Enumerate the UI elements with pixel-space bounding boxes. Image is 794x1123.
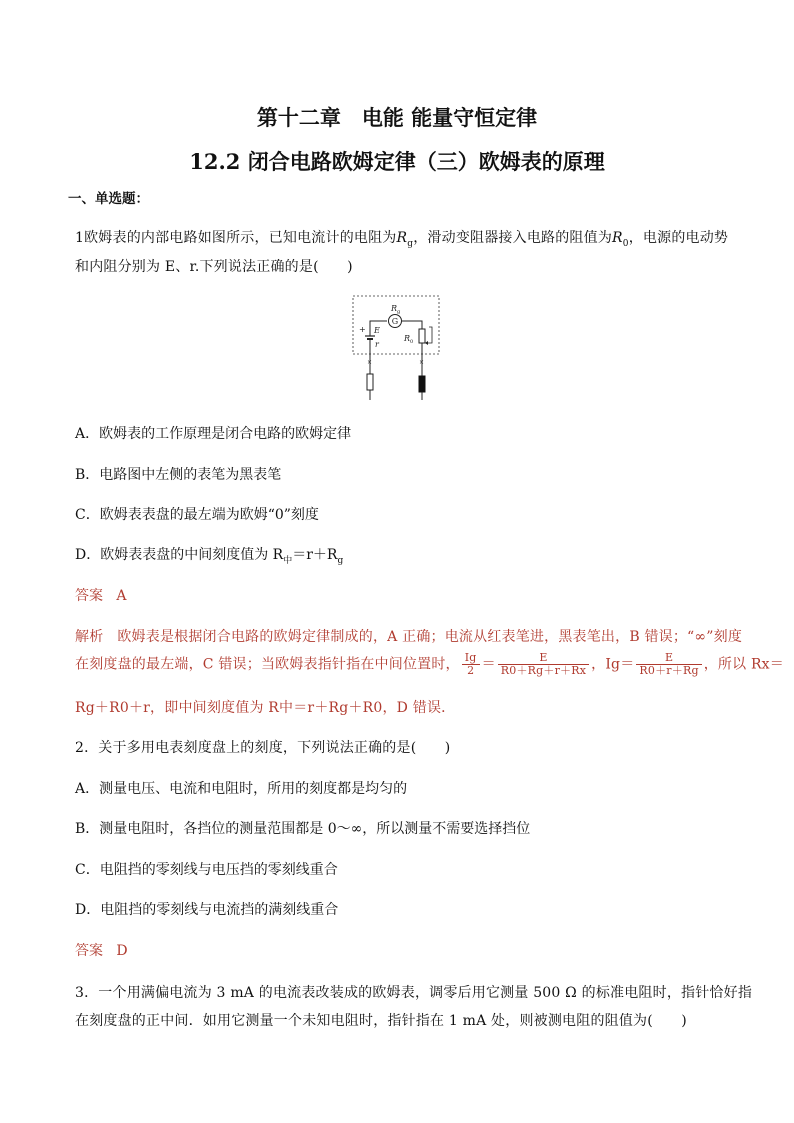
q1-stem-line2: 和内阻分别为 E、r.下列说法正确的是( ) — [75, 259, 353, 275]
lesson-title: 12.2 闭合电路欧姆定律（三）欧姆表的原理 — [189, 149, 605, 174]
fraction-e-over-total: $\frac{E}{R0+Rg+r+Rx}$ — [498, 652, 589, 677]
fig-rg-sub: g — [397, 309, 401, 315]
q2-answer — [75, 940, 128, 960]
q3-stem-line2: 在刻度盘的正中间．如用它测量一个未知电阻时，指针指在 1 mA 处，则被测电阻的阻值为( ) — [75, 1013, 687, 1029]
q1-stem-line1 — [75, 227, 728, 249]
q2-answer-value: D — [116, 943, 128, 959]
q1-explain-line2: 在刻度盘的最左端，C 错误；当欧姆表指针指在中间位置时， $\frac{Ig}{2}$ ＝ $\frac{E}{R0+Rg+r+Rx}$ ，Ig＝ $\frac{E}{R0+r+Rg}$ ，所以 Rx＝ — [75, 651, 784, 677]
q1-stem-part-c: ，电源的电动势 — [628, 230, 729, 246]
fig-r0-label: R — [404, 334, 411, 343]
q1-explain-mid: ，Ig＝ — [591, 656, 635, 673]
q1-answer-label: 答案 — [75, 588, 103, 604]
q2-option-c: C．电阻挡的零刻线与电压挡的零刻线重合 — [75, 862, 338, 878]
fraction-ig-half: $\frac{Ig}{2}$ — [462, 652, 480, 677]
rheostat-icon — [419, 329, 425, 343]
q2-answer-label: 答案 — [75, 943, 103, 959]
red-probe-icon — [367, 374, 373, 390]
right-terminal-icon: × — [419, 359, 425, 366]
q1-stem-part-a: 1欧姆表的内部电路如图所示，已知电流计的电阻为 — [75, 230, 397, 246]
q1-explain-text2: 在刻度盘的最左端，C 错误；当欧姆表指针指在中间位置时， — [75, 656, 460, 673]
q1-option-d-pre: D．欧姆表表盘的中间刻度值为 R — [75, 547, 284, 563]
left-terminal-icon: × — [367, 359, 373, 366]
q1-option-d-post: ＝r＋R — [292, 547, 338, 563]
q1-stem-part-b: ，滑动变阻器接入电路的阻值为 — [413, 230, 613, 246]
fig-r-label: r — [375, 340, 379, 349]
q1-r0-sub: 0 — [622, 238, 629, 249]
q2-stem: 2．关于多用电表刻度盘上的刻度，下列说法正确的是( ) — [75, 740, 451, 756]
q1-explain-line3: Rg＋R0＋r，即中间刻度值为 R中＝r＋Rg＋R0，D 错误． — [75, 700, 456, 716]
q1-explain-post: ，所以 Rx＝ — [703, 656, 784, 673]
ohmmeter-circuit-figure — [350, 294, 442, 402]
black-probe-icon — [419, 376, 425, 392]
q1-option-d-sub: 中 — [283, 555, 293, 566]
section-heading: 一、单选题： — [68, 191, 149, 207]
slider-wire — [427, 327, 432, 343]
q2-option-a: A．测量电压、电流和电阻时，所用的刻度都是均匀的 — [75, 781, 408, 797]
q1-rg-sub: g — [407, 238, 414, 249]
q1-option-d-sub2: g — [337, 555, 344, 566]
q1-explain-text1: 欧姆表是根据闭合电路的欧姆定律制成的，A 正确；电流从红表笔进，黑表笔出，B 错误；“∞”刻度 — [117, 629, 743, 645]
q2-option-d: D．电阻挡的零刻线与电流挡的满刻线重合 — [75, 902, 339, 918]
q1-option-b: B．电路图中左侧的表笔为黑表笔 — [75, 467, 282, 483]
fig-r0-sub: 0 — [410, 339, 414, 345]
q1-explain-line1 — [75, 626, 742, 646]
fig-e-label: E — [374, 326, 380, 335]
q2-option-b: B．测量电阻时，各挡位的测量范围都是 0～∞，所以测量不需要选择挡位 — [75, 821, 531, 837]
chapter-title: 第十二章 电能 能量守恒定律 — [256, 105, 538, 130]
q1-option-a: A．欧姆表的工作原理是闭合电路的欧姆定律 — [75, 426, 352, 442]
q1-answer — [75, 585, 126, 605]
q3-stem-line1: 3．一个用满偏电流为 3 mA 的电流表改装成的欧姆表，调零后用它测量 500 Ω 的标准电阻时，指针恰好指 — [75, 985, 753, 1001]
fig-plus-label: + — [359, 325, 366, 334]
q1-explain-label: 解析 — [75, 629, 104, 645]
q1-r0: R — [612, 230, 623, 246]
q1-answer-value: A — [116, 588, 127, 604]
q1-rg: R — [396, 230, 408, 246]
q1-option-c: C．欧姆表表盘的最左端为欧姆“0”刻度 — [75, 507, 319, 523]
fig-rg-label: R — [391, 304, 398, 313]
top-right-wire — [402, 321, 422, 329]
q1-option-d — [75, 544, 343, 566]
fraction-e-over-internal: $\frac{E}{R0+r+Rg}$ — [636, 652, 701, 677]
galvanometer-label: G — [391, 317, 399, 326]
